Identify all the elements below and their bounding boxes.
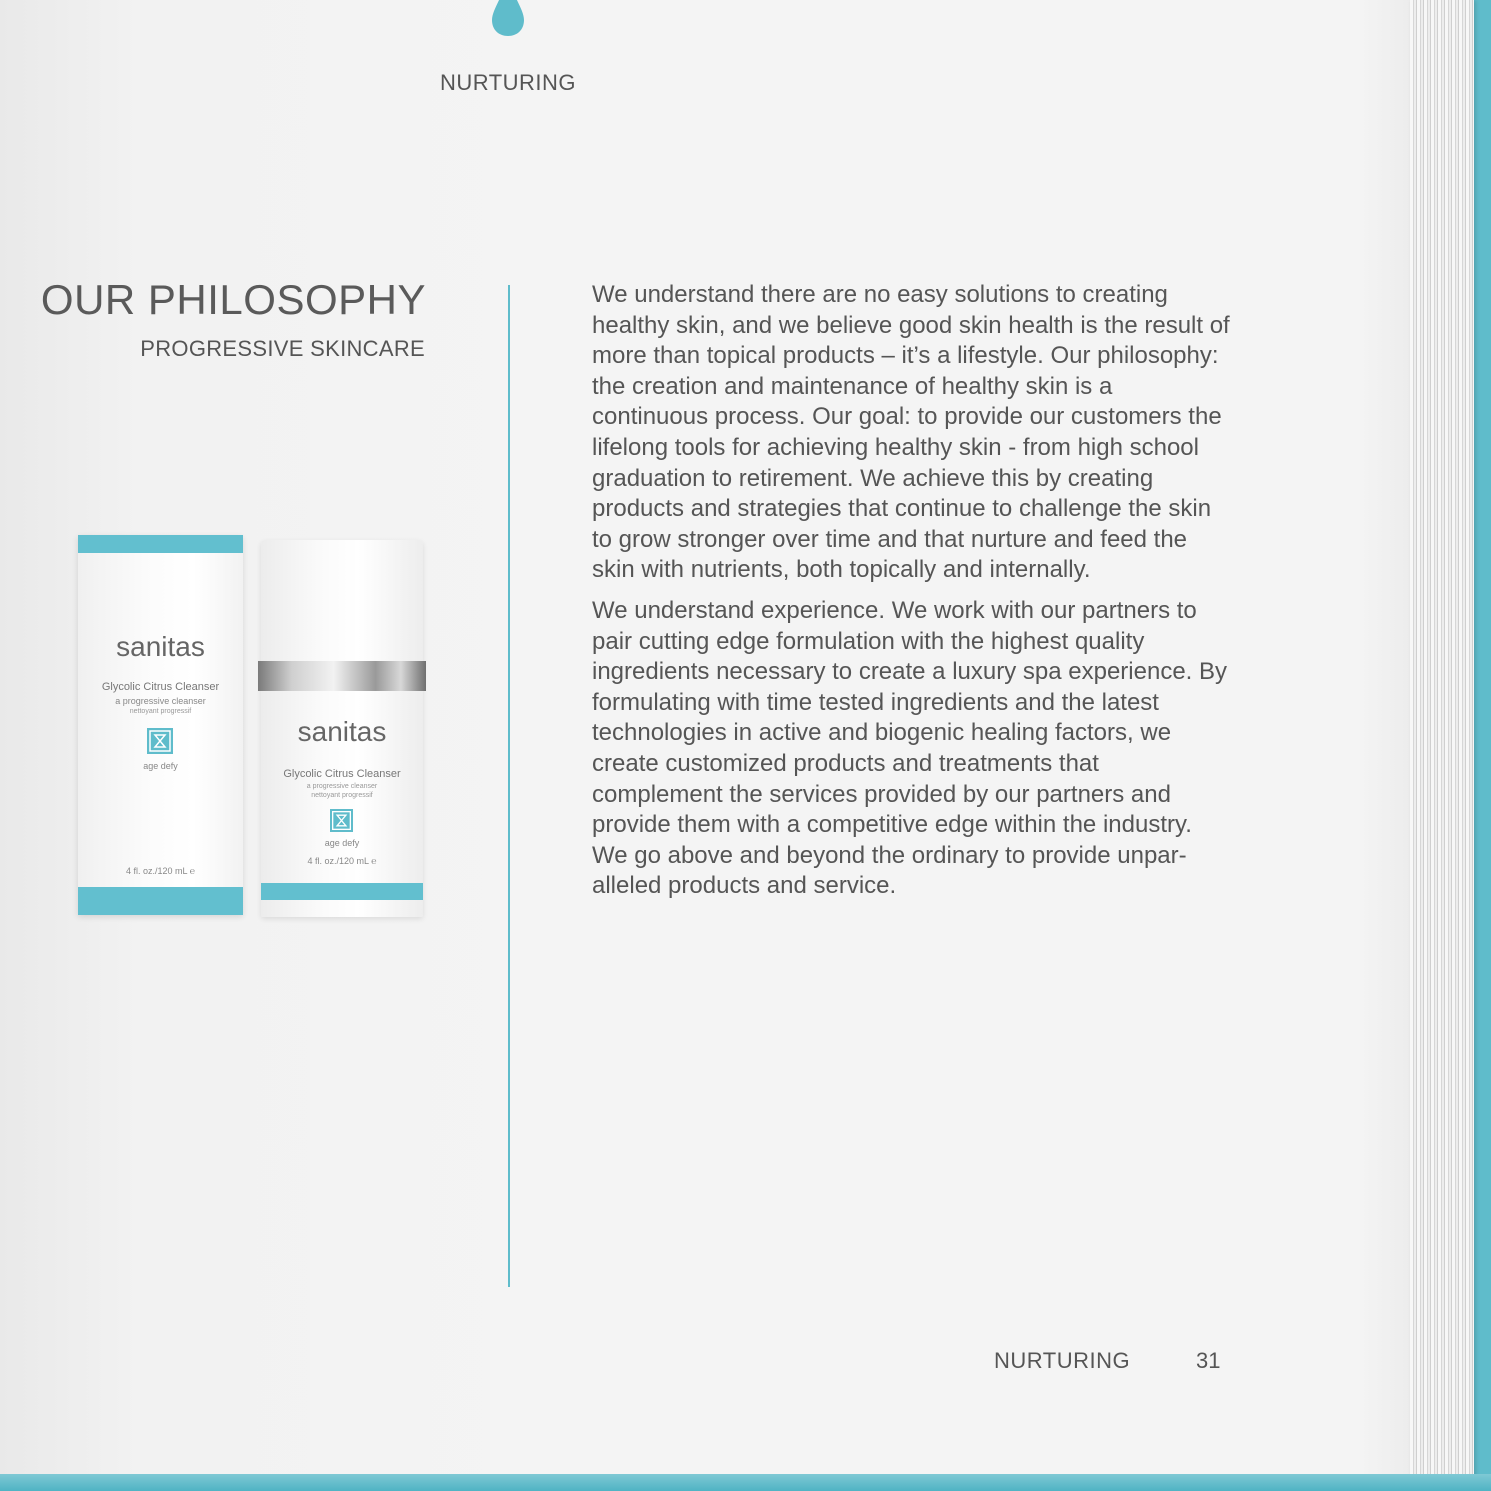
hourglass-icon bbox=[330, 809, 353, 832]
footer-section-label: NURTURING bbox=[994, 1348, 1131, 1373]
page-subtitle: PROGRESSIVE SKINCARE bbox=[140, 336, 425, 361]
hourglass-icon bbox=[147, 728, 173, 754]
box-product-desc: a progressive cleanser bbox=[115, 696, 206, 706]
box-brand-logo: sanitas bbox=[116, 631, 205, 662]
body-text bbox=[592, 280, 1232, 912]
page-number: 31 bbox=[1196, 1348, 1221, 1373]
box-product-name: Glycolic Citrus Cleanser bbox=[101, 681, 220, 693]
bottle-product-desc: a progressive cleanser bbox=[306, 783, 378, 790]
book-cover-edge bbox=[0, 1474, 1491, 1491]
box-band-top bbox=[78, 535, 243, 553]
box-band-bottom bbox=[78, 887, 243, 915]
bottle-band-bottom bbox=[261, 883, 423, 900]
bottle-brand-logo: sanitas bbox=[297, 716, 387, 747]
page-edges bbox=[1410, 0, 1474, 1478]
bottle-product-line: age defy bbox=[324, 838, 360, 848]
bottle-product-volume: 4 fl. oz./120 mL ℮ bbox=[307, 856, 377, 866]
bottle-product-name: Glycolic Citrus Cleanser bbox=[283, 768, 401, 780]
body-paragraph: We understand there are no easy solutions to creating healthy skin, and we believe good skin health is the result of more than topical products – it’s a lifestyle. Our philosophy: the creation and maintenance of healthy skin is a continuous process. Our goal: to provide our customers the lifelong tools for achieving healthy skin - from high school graduation to retirement. We achieve this by creating products and strategies that continue to challenge the skin to grow stronger over time and that nurture and feed the skin with nutrients, both topically and internally. bbox=[592, 281, 1230, 584]
vertical-divider bbox=[508, 285, 510, 1287]
product-bottle-image bbox=[261, 540, 423, 917]
bottle-product-desc-fr: nettoyant progressif bbox=[311, 792, 373, 799]
body-paragraph: We understand experience. We work with our partners to pair cutting edge formulation with the highest quality ingredients necessary to create a luxury spa experience. By formulating with time tested ingredients and the latest technologies in active and biogenic healing factors, we create customized products and treatments that complement the services provided by our partners and provide them with a competitive edge within the industry. We go above and beyond the ordinary to provide unpar-alleled products and service. bbox=[592, 596, 1228, 900]
box-product-volume: 4 fl. oz./120 mL ℮ bbox=[125, 866, 196, 876]
box-product-desc-fr: nettoyant progressif bbox=[129, 708, 192, 715]
page-title: OUR PHILOSOPHY bbox=[40, 276, 426, 323]
header-section-label: NURTURING bbox=[439, 70, 577, 95]
water-drop-icon bbox=[492, 0, 524, 36]
box-product-line: age defy bbox=[143, 761, 178, 771]
bottle-collar bbox=[258, 661, 426, 691]
product-box-image bbox=[78, 535, 243, 915]
